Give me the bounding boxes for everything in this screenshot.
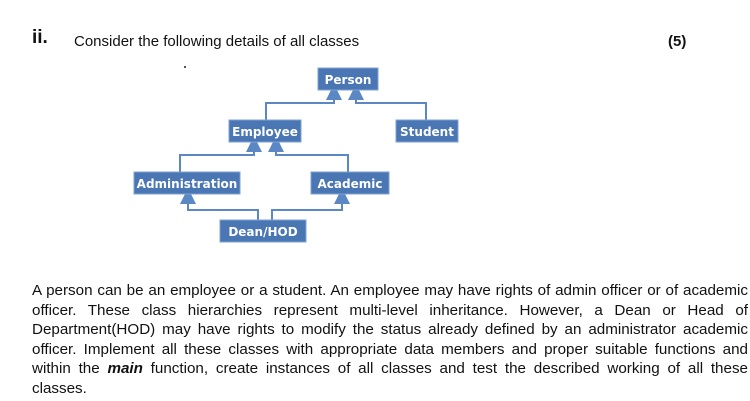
node-student-label: Student xyxy=(400,125,454,139)
question-marks: (5) xyxy=(668,33,687,50)
description-part-1: A person can be an employee or a student. An employee may have rights of admin officer or of academic officer. These class hierarchies represent multi-level inheritance. However, a Dean or Head of Department(HOD) may have rights to modify the status already defined by an administrator academic officer. Implement all these classes with appropriate data members and proper suitable functions and within the xyxy=(32,282,748,378)
question-prompt: Consider the following details of all classes xyxy=(74,33,360,50)
main-function-keyword: main xyxy=(107,360,143,378)
node-dean-hod xyxy=(220,220,306,242)
connector-dean-academic xyxy=(272,196,342,220)
description-part-2: function, create instances of all classes and test the described working of all these classes. xyxy=(32,360,748,397)
connector-employee-person xyxy=(266,92,334,120)
node-dean-hod-label: Dean/HOD xyxy=(228,225,298,239)
question-description xyxy=(32,281,748,399)
node-employee xyxy=(229,120,301,142)
node-student xyxy=(396,120,458,142)
node-employee-label: Employee xyxy=(232,125,298,139)
connector-administration-employee xyxy=(180,144,254,172)
connector-dean-administration xyxy=(188,196,258,220)
connector-student-person xyxy=(356,92,426,120)
node-administration-label: Administration xyxy=(136,177,238,191)
node-academic xyxy=(311,172,389,194)
node-administration xyxy=(134,172,240,194)
connector-academic-employee xyxy=(276,144,348,172)
question-number: ii. xyxy=(32,27,48,48)
node-academic-label: Academic xyxy=(317,177,383,191)
node-person xyxy=(318,68,378,90)
node-person-label: Person xyxy=(324,73,372,87)
